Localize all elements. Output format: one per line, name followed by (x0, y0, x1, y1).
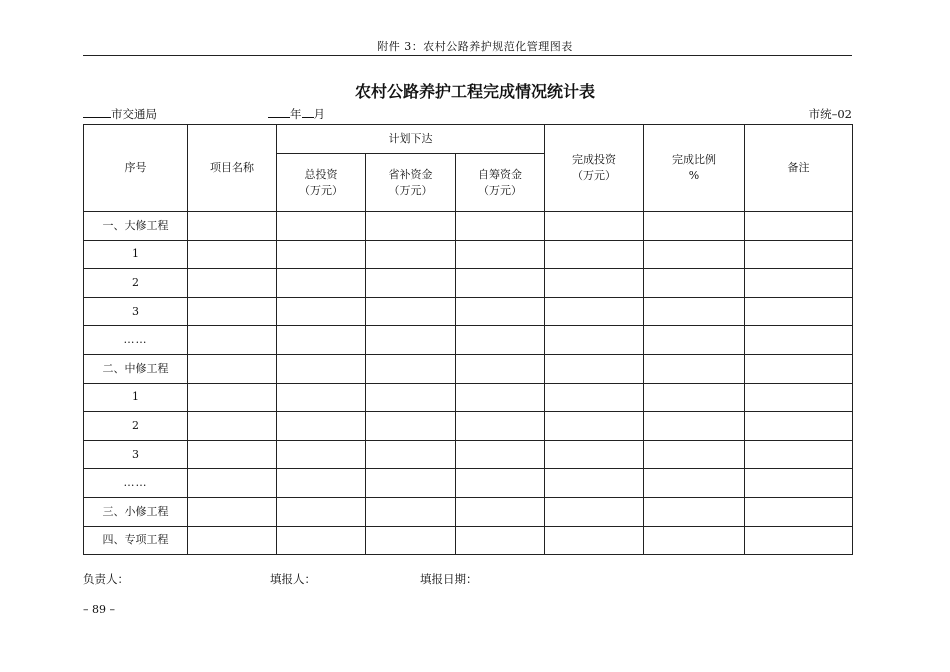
header-provincial-subsidy: 省补资金 （万元） (366, 154, 456, 212)
table-cell[interactable] (644, 240, 745, 269)
table-cell[interactable] (456, 354, 545, 383)
table-cell[interactable] (456, 497, 545, 526)
table-row (84, 412, 853, 441)
table-cell[interactable] (188, 269, 277, 298)
table-cell[interactable] (745, 326, 853, 355)
table-cell[interactable] (644, 497, 745, 526)
table-cell[interactable] (366, 497, 456, 526)
header-total-invest: 总投资 （万元） (277, 154, 366, 212)
header-completed-invest: 完成投资 （万元） (545, 125, 644, 212)
table-cell[interactable] (188, 326, 277, 355)
bureau-label: 市交通局 (111, 107, 157, 121)
table-row (84, 269, 853, 298)
table-cell[interactable] (366, 354, 456, 383)
table-cell[interactable] (456, 383, 545, 412)
table-cell[interactable] (745, 440, 853, 469)
row-index: …… (84, 469, 188, 498)
table-row (84, 469, 853, 498)
table-cell[interactable] (188, 412, 277, 441)
table-cell[interactable] (545, 469, 644, 498)
row-index: 3 (84, 440, 188, 469)
section-label: 一、大修工程 (84, 212, 188, 241)
table-row (84, 240, 853, 269)
table-cell[interactable] (545, 497, 644, 526)
table-cell[interactable] (366, 440, 456, 469)
table-cell[interactable] (545, 526, 644, 555)
table-row (84, 326, 853, 355)
table-cell[interactable] (366, 297, 456, 326)
header-completion-ratio: 完成比例 % (644, 125, 745, 212)
table-cell[interactable] (545, 212, 644, 241)
page-number: – 89 – (83, 603, 115, 616)
month-label: 月 (313, 107, 325, 121)
table-cell[interactable] (745, 354, 853, 383)
table-cell[interactable] (644, 440, 745, 469)
table-cell[interactable] (277, 440, 366, 469)
table-cell[interactable] (644, 212, 745, 241)
table-cell[interactable] (644, 326, 745, 355)
section-label: 四、专项工程 (84, 526, 188, 555)
filled-by-label: 填报人： (270, 572, 316, 586)
row-index: 2 (84, 412, 188, 441)
header-remarks: 备注 (745, 125, 853, 212)
table-cell[interactable] (456, 326, 545, 355)
table-row (84, 383, 853, 412)
bureau-field (83, 106, 157, 122)
header-seq: 序号 (84, 125, 188, 212)
table-cell[interactable] (545, 326, 644, 355)
form-code: 市统–02 (808, 107, 852, 121)
table-cell[interactable] (644, 383, 745, 412)
table-cell[interactable] (188, 297, 277, 326)
bureau-blank (83, 107, 111, 118)
table-row (84, 497, 853, 526)
table-cell[interactable] (456, 297, 545, 326)
table-cell[interactable] (188, 383, 277, 412)
table-cell[interactable] (277, 469, 366, 498)
year-label: 年 (290, 107, 302, 121)
table-cell[interactable] (456, 212, 545, 241)
header-plan-group: 计划下达 (277, 125, 545, 154)
table-cell[interactable] (366, 469, 456, 498)
table-cell[interactable] (456, 240, 545, 269)
table-cell[interactable] (456, 469, 545, 498)
table-row (84, 354, 853, 383)
table-cell[interactable] (277, 383, 366, 412)
table-cell[interactable] (745, 412, 853, 441)
table-cell[interactable] (545, 354, 644, 383)
table-cell[interactable] (545, 412, 644, 441)
year-blank (268, 107, 290, 118)
table-cell[interactable] (277, 297, 366, 326)
table-cell[interactable] (366, 212, 456, 241)
table-cell[interactable] (644, 269, 745, 298)
table-cell[interactable] (188, 440, 277, 469)
header-project-name: 项目名称 (188, 125, 277, 212)
table-cell[interactable] (545, 269, 644, 298)
table-cell[interactable] (644, 526, 745, 555)
table-cell[interactable] (366, 240, 456, 269)
table-cell[interactable] (277, 212, 366, 241)
table-cell[interactable] (188, 497, 277, 526)
form-title: 农村公路养护工程完成情况统计表 (354, 82, 595, 101)
fill-date-label: 填报日期： (420, 572, 478, 586)
section-label: 三、小修工程 (84, 497, 188, 526)
table-cell[interactable] (188, 354, 277, 383)
table-cell[interactable] (644, 412, 745, 441)
table-cell[interactable] (456, 526, 545, 555)
header-rule (83, 55, 852, 56)
table-cell[interactable] (277, 412, 366, 441)
header-self-raised: 自筹资金 （万元） (456, 154, 545, 212)
table-row (84, 526, 853, 555)
row-index: 3 (84, 297, 188, 326)
table-cell[interactable] (188, 212, 277, 241)
table-cell[interactable] (456, 269, 545, 298)
table-cell[interactable] (545, 297, 644, 326)
table-cell[interactable] (188, 469, 277, 498)
table-row (84, 212, 853, 241)
row-index: …… (84, 326, 188, 355)
table-cell[interactable] (456, 412, 545, 441)
table-body (84, 212, 853, 555)
table-cell[interactable] (745, 269, 853, 298)
table-row (84, 440, 853, 469)
table-cell[interactable] (745, 240, 853, 269)
statistics-table (83, 124, 853, 555)
table-cell[interactable] (545, 440, 644, 469)
table-cell[interactable] (366, 326, 456, 355)
row-index: 1 (84, 240, 188, 269)
table-cell[interactable] (745, 526, 853, 555)
table-cell[interactable] (545, 240, 644, 269)
table-cell[interactable] (366, 383, 456, 412)
table-cell[interactable] (188, 240, 277, 269)
table-cell[interactable] (644, 297, 745, 326)
date-field (268, 106, 325, 122)
table-cell[interactable] (366, 412, 456, 441)
table-cell[interactable] (366, 526, 456, 555)
table-cell[interactable] (366, 269, 456, 298)
table-cell[interactable] (277, 240, 366, 269)
table-cell[interactable] (745, 212, 853, 241)
table-cell[interactable] (745, 297, 853, 326)
table-cell[interactable] (745, 497, 853, 526)
table-cell[interactable] (277, 526, 366, 555)
table-cell[interactable] (277, 354, 366, 383)
table-cell[interactable] (644, 469, 745, 498)
row-index: 2 (84, 269, 188, 298)
table-cell[interactable] (644, 354, 745, 383)
table-cell[interactable] (188, 526, 277, 555)
table-row (84, 297, 853, 326)
responsible-label: 负责人： (83, 572, 129, 586)
table-cell[interactable] (277, 497, 366, 526)
running-header: 附件 3：农村公路养护规范化管理图表 (377, 40, 573, 53)
table-cell[interactable] (456, 440, 545, 469)
row-index: 1 (84, 383, 188, 412)
table-cell[interactable] (745, 383, 853, 412)
table-cell[interactable] (545, 383, 644, 412)
table-cell[interactable] (277, 269, 366, 298)
table-cell[interactable] (277, 326, 366, 355)
table-cell[interactable] (745, 469, 853, 498)
month-blank (302, 107, 314, 118)
section-label: 二、中修工程 (84, 354, 188, 383)
